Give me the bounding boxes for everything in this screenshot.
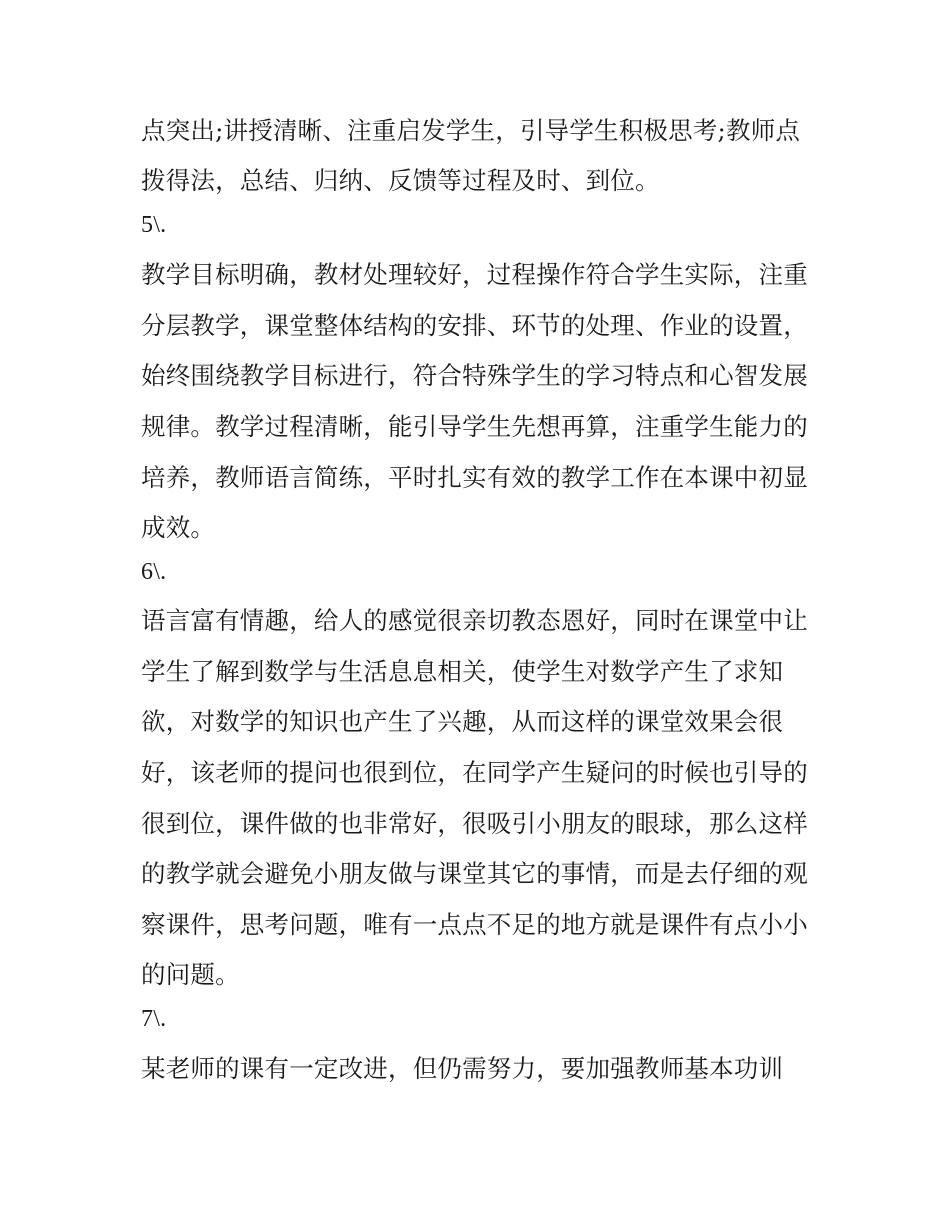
text-line: 欲，对数学的知识也产生了兴趣，从而这样的课堂效果会很 bbox=[141, 707, 784, 736]
text-line: 的问题。 bbox=[141, 960, 240, 989]
text-line: 成效。 bbox=[141, 513, 216, 542]
text-line: 拨得法，总结、归纳、反馈等过程及时、到位。 bbox=[141, 166, 660, 195]
text-line: 语言富有情趣，给人的感觉很亲切教态恩好，同时在课堂中让 bbox=[141, 606, 808, 635]
text-line: 教学目标明确，教材处理较好，过程操作符合学生实际，注重 bbox=[141, 260, 808, 289]
text-line: 的教学就会避免小朋友做与课堂其它的事情，而是去仔细的观 bbox=[141, 859, 808, 888]
text-line: 察课件，思考问题，唯有一点点不足的地方就是课件有点小小 bbox=[141, 910, 808, 939]
text-line: 始终围绕教学目标进行，符合特殊学生的学习特点和心智发展 bbox=[141, 361, 808, 390]
item-number: 7\. bbox=[141, 1006, 167, 1032]
item-number: 5\. bbox=[141, 212, 167, 238]
text-line: 分层教学，课堂整体结构的安排、环节的处理、作业的设置， bbox=[141, 311, 808, 340]
text-line: 好，该老师的提问也很到位，在同学产生疑问的时候也引导的 bbox=[141, 758, 808, 787]
text-line: 学生了解到数学与生活息息相关，使学生对数学产生了求知 bbox=[141, 657, 784, 686]
text-line: 培养，教师语言简练，平时扎实有效的教学工作在本课中初显 bbox=[141, 463, 808, 492]
item-number: 6\. bbox=[141, 559, 167, 585]
text-line: 点突出;讲授清晰、注重启发学生，引导学生积极思考;教师点 bbox=[141, 116, 801, 145]
text-line: 规律。教学过程清晰，能引导学生先想再算，注重学生能力的 bbox=[141, 412, 808, 441]
text-line: 某老师的课有一定改进，但仍需努力，要加强教师基本功训 bbox=[141, 1054, 784, 1083]
text-line: 很到位，课件做的也非常好，很吸引小朋友的眼球，那么这样 bbox=[141, 809, 808, 838]
